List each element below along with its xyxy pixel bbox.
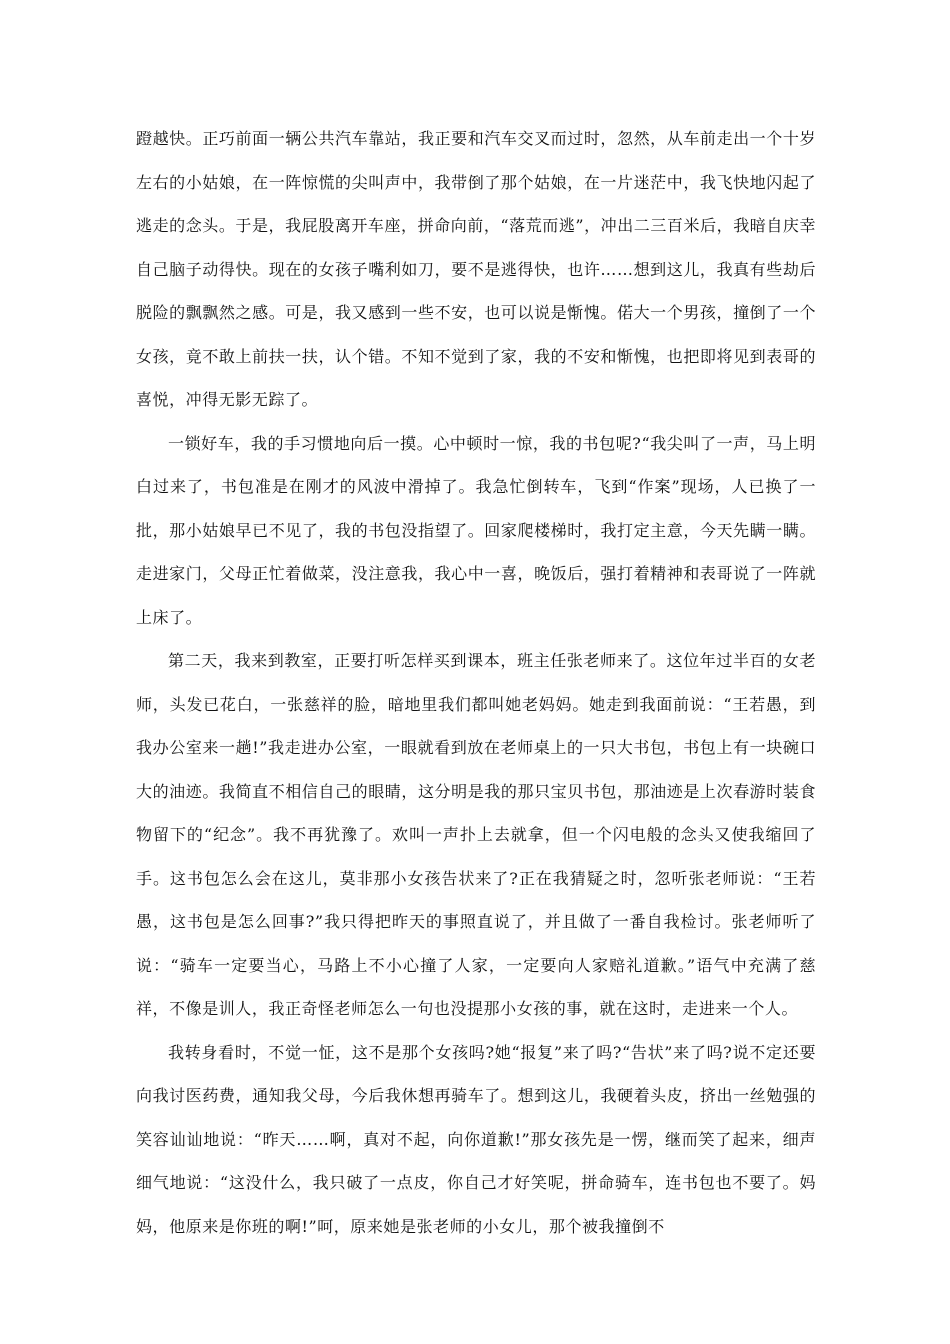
paragraph-4: 我转身看时，不觉一怔，这不是那个女孩吗?她“报复”来了吗?“告状”来了吗?说不定还要向我讨医药费，通知我父母，今后我休想再骑车了。想到这儿，我硬着头皮，挤出一丝勉强的笑容讪讪地说：“昨天……啊，真对不起，向你道歉!”那女孩先是一愣，继而笑了起来，细声细气地说：“这没什么，我只破了一点皮，你自己才好笑呢，拼命骑车，连书包也不要了。妈妈，他原来是你班的啊!”呵，原来她是张老师的小女儿，那个被我撞倒不 <box>136 1042 816 1236</box>
document-body <box>136 117 816 1248</box>
paragraph-2: 一锁好车，我的手习惯地向后一摸。心中顿时一惊，我的书包呢?“我尖叫了一声，马上明白过来了，书包准是在刚才的风波中滑掉了。我急忙倒转车，飞到“作案”现场，人已换了一批，那小姑娘早已不见了，我的书包没指望了。回家爬楼梯时，我打定主意，今天先瞒一瞒。走进家门，父母正忙着做菜，没注意我，我心中一喜，晚饭后，强打着精神和表哥说了一阵就上床了。 <box>136 433 816 627</box>
paragraph-3: 第二天，我来到教室，正要打听怎样买到课本，班主任张老师来了。这位年过半百的女老师，头发已花白，一张慈祥的脸，暗地里我们都叫她老妈妈。她走到我面前说：“王若愚，到我办公室来一趟!”我走进办公室，一眼就看到放在老师桌上的一只大书包，书包上有一块碗口大的油迹。我简直不相信自己的眼睛，这分明是我的那只宝贝书包，那油迹是上次春游时装食物留下的“纪念”。我不再犹豫了。欢叫一声扑上去就拿，但一个闪电般的念头又使我缩回了手。这书包怎么会在这儿，莫非那小女孩告状来了?正在我猜疑之时，忽听张老师说：“王若愚，这书包是怎么回事?”我只得把昨天的事照直说了，并且做了一番自我检讨。张老师听了说：“骑车一定要当心，马路上不小心撞了人家，一定要向人家赔礼道歉。”语气中充满了慈祥，不像是训人，我正奇怪老师怎么一句也没提那小女孩的事，就在这时，走进来一个人。 <box>136 651 816 1018</box>
paragraph-1: 蹬越快。正巧前面一辆公共汽车靠站，我正要和汽车交叉而过时，忽然，从车前走出一个十岁左右的小姑娘，在一阵惊慌的尖叫声中，我带倒了那个姑娘，在一片迷茫中，我飞快地闪起了逃走的念头。于是，我屁股离开车座，拼命向前，“落荒而逃”，冲出二三百米后，我暗自庆幸自己脑子动得快。现在的女孩子嘴利如刀，要不是逃得快，也许……想到这儿，我真有些劫后脱险的飘飘然之感。可是，我又感到一些不安，也可以说是惭愧。偌大一个男孩，撞倒了一个女孩，竟不敢上前扶一扶，认个错。不知不觉到了家，我的不安和惭愧，也把即将见到表哥的喜悦，冲得无影无踪了。 <box>136 129 816 409</box>
